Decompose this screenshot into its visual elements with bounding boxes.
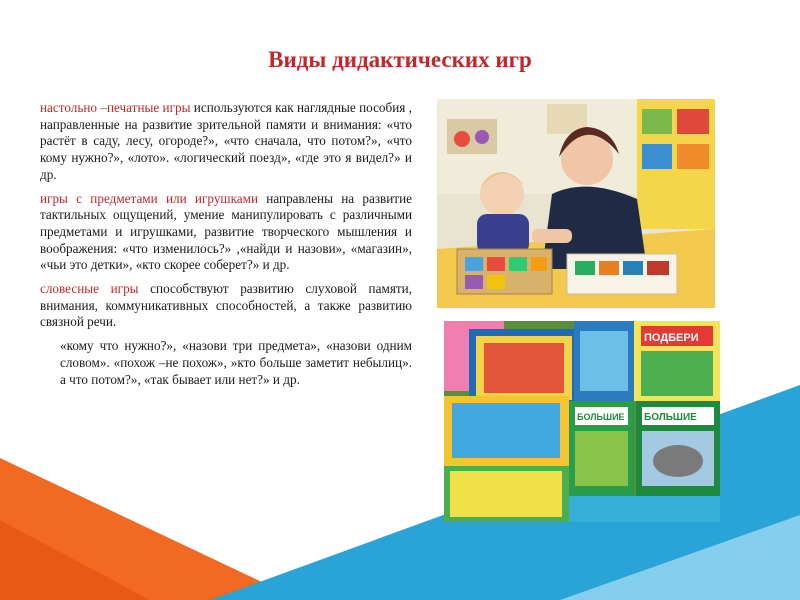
highlight-board-games: настольно –печатные игры	[40, 100, 191, 115]
paragraph-word-games-text: способствуют развитию слуховой памяти, внимания, коммуникативных способностей, а также развитию связной речи.	[40, 281, 412, 330]
paragraph-board-games	[40, 100, 412, 184]
highlight-object-games: игры с предметами или игрушками	[40, 190, 259, 206]
game-box-label-2: БОЛЬШИЕ	[577, 412, 625, 422]
highlight-word-games: словесные игры	[40, 281, 139, 297]
paragraph-examples-text: «кому что нужно?», «назови три предмета», «назови одним словом». «похож –не похож», »кто больше заметит небылиц». а что потом?», «так бывает или нет?» и др.	[60, 338, 412, 387]
game-box-label-1: ПОДБЕРИ	[644, 332, 699, 344]
paragraph-object-games	[40, 191, 412, 275]
paragraph-board-games-text: используются как наглядные пособия , направленные на развитие зрительной памяти и внимания: «что растёт в саду, лесу, огороде?», «что сначала, что потом?», «что кому нужно?», «лото». «логический поезд», «где это я видел?» и др.	[40, 100, 412, 182]
board-games-photo	[444, 321, 720, 522]
game-box-label-3: БОЛЬШИЕ	[644, 412, 697, 423]
text-column	[40, 100, 412, 395]
paragraph-object-games-text: направлены на развитие тактильных ощущений, умение манипулировать с различными предметами и игрушками, развитие творческого мышления и воображения: «что изменилось?» ,«найди и назови», «магазин», «чьи это детки», «кто скорее соберет?» и др.	[40, 190, 412, 273]
paragraph-word-games	[40, 281, 412, 331]
paragraph-word-games-examples	[40, 338, 412, 388]
slide-title: Виды дидактических игр	[268, 47, 532, 72]
teacher-with-child-photo	[437, 99, 715, 308]
